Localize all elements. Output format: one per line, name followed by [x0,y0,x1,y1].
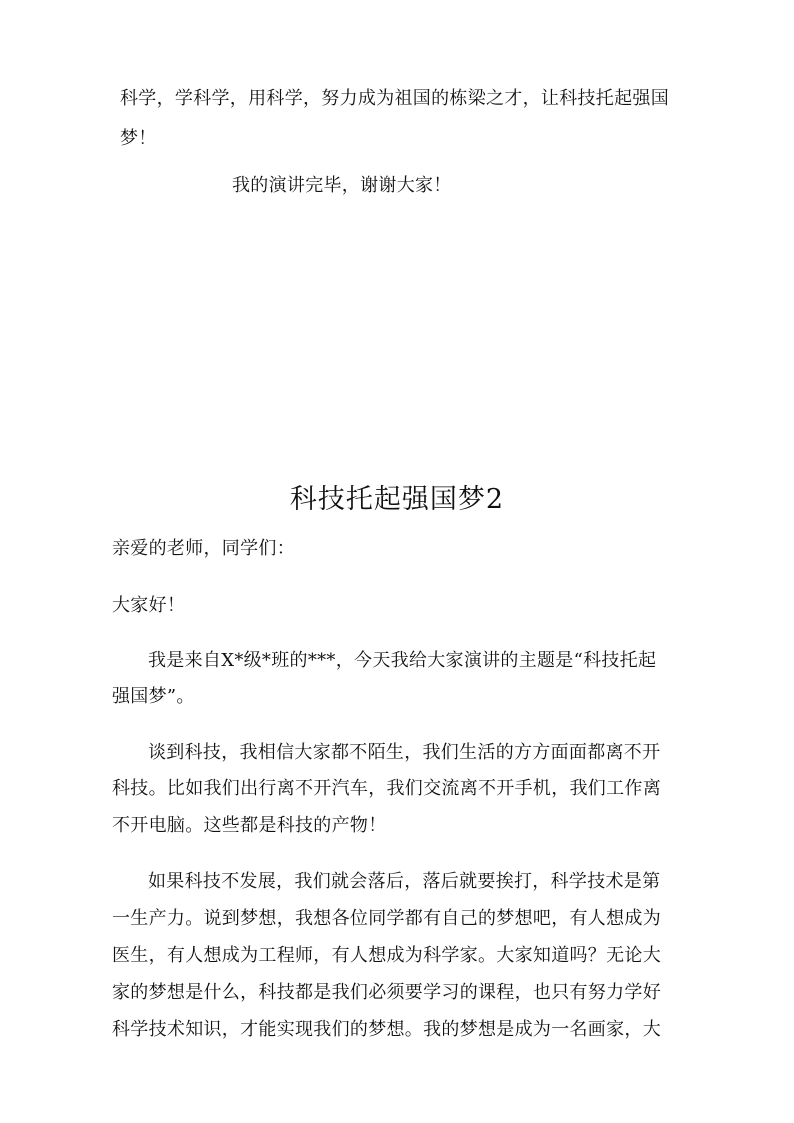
paragraph-line: 家的梦想是什么，科技都是我们必须要学习的课程，也只有努力学好 [112,982,661,1003]
paragraph-line: 如果科技不发展，我们就会落后，落后就要挨打，科学技术是第 [148,871,661,892]
paragraph-line: 强国梦”。 [112,686,195,707]
paragraph-line: 医生，有人想成为工程师，有人想成为科学家。大家知道吗？无论大 [112,945,661,966]
document-title: 科技托起强国梦2 [289,484,505,515]
closing-line: 我的演讲完毕，谢谢大家！ [232,175,452,196]
paragraph-line: 谈到科技，我相信大家都不陌生，我们生活的方方面面都离不开 [148,742,661,763]
salutation: 亲爱的老师，同学们： [112,538,295,559]
greeting: 大家好！ [112,595,186,616]
paragraph-line: 科学，学科学，用科学，努力成为祖国的栋梁之才，让科技托起强国 [120,88,669,109]
paragraph-line: 不开电脑。这些都是科技的产物！ [112,815,387,836]
paragraph-line: 一生产力。说到梦想，我想各位同学都有自己的梦想吧，有人想成为 [112,908,661,929]
paragraph-line: 科学技术知识，才能实现我们的梦想。我的梦想是成为一名画家，大 [112,1019,661,1040]
paragraph-line: 科技。比如我们出行离不开汽车，我们交流离不开手机，我们工作离 [112,778,661,799]
paragraph-line: 梦！ [120,128,157,149]
paragraph-line: 我是来自X*级*班的***，今天我给大家演讲的主题是“科技托起 [148,650,657,671]
